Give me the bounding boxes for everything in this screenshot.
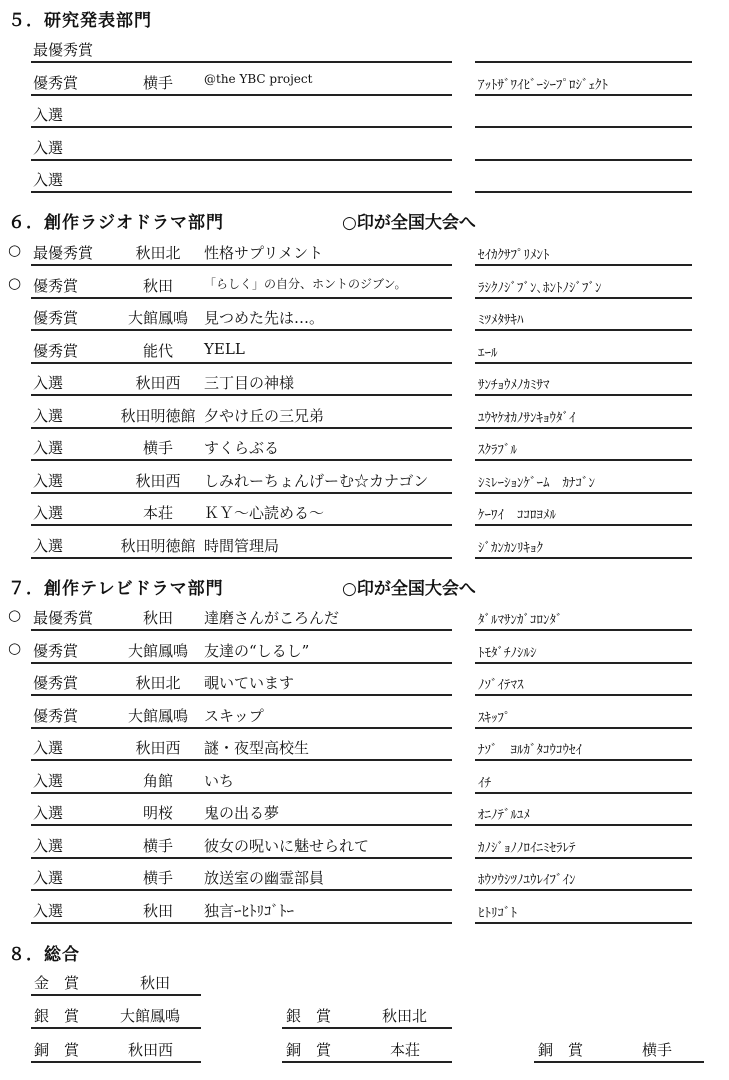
title-cell: スキップ <box>204 706 264 725</box>
award-mark-icon: ○ <box>8 241 22 259</box>
table-row <box>0 97 729 129</box>
kana-cell: ﾋﾄﾘｺﾞﾄ <box>478 905 517 921</box>
table-row <box>0 268 729 300</box>
school-cell: 秋田西 <box>135 739 181 757</box>
kana-cell: ｱｯﾄｻﾞﾜｲﾋﾞｰｼｰﾌﾟﾛｼﾞｪｸﾄ <box>478 77 608 93</box>
title-cell: 性格サプリメント <box>204 244 324 262</box>
bronze-2-label: 銅 賞 <box>286 1041 332 1059</box>
table-row <box>0 130 729 162</box>
row-underline-left <box>31 629 452 631</box>
table-row <box>0 665 729 697</box>
row-underline-right <box>475 557 692 559</box>
award-cell: 入選 <box>33 406 64 425</box>
row-underline-right <box>475 889 692 891</box>
award-cell: 入選 <box>33 171 64 189</box>
school-cell: 角館 <box>142 771 173 790</box>
row-underline-left <box>31 824 452 826</box>
row-underline-right <box>475 694 692 696</box>
table-row <box>0 300 729 332</box>
school-cell: 横手 <box>142 869 173 887</box>
kana-cell: ﾅｿﾞ ﾖﾙｶﾞﾀｺｳｺｳｾｲ <box>478 743 583 758</box>
table-row <box>0 893 729 925</box>
row-underline-right <box>475 922 692 924</box>
title-cell: 放送室の幽霊部員 <box>204 869 325 887</box>
school-cell: 秋田 <box>142 901 173 920</box>
table-row <box>0 398 729 430</box>
kana-cell: ｹｰﾜｲ ｺｺﾛﾖﾒﾙ <box>478 508 557 523</box>
gold-label: 金 賞 <box>34 974 80 992</box>
title-cell: いち <box>204 771 235 790</box>
kana-cell: ｻﾝﾁｮｳﾒﾉｶﾐｻﾏ <box>478 378 550 393</box>
award-cell: 優秀賞 <box>33 276 79 295</box>
row-underline-left <box>31 662 452 664</box>
row-underline-left <box>31 922 452 924</box>
bronze-2-underline <box>282 1061 452 1063</box>
kana-cell: ﾀﾞﾙﾏｻﾝｶﾞｺﾛﾝﾀﾞ <box>478 613 563 628</box>
bronze-3-label: 銅 賞 <box>538 1041 584 1059</box>
table-row <box>0 495 729 527</box>
silver-2-label: 銀 賞 <box>286 1007 332 1025</box>
title-cell: YELL <box>204 339 245 358</box>
title-cell: 独言ｰﾋﾄﾘｺﾞﾄｰ <box>204 901 295 920</box>
award-cell: 入選 <box>33 804 64 822</box>
table-row <box>0 365 729 397</box>
row-underline-right <box>475 629 692 631</box>
table-row <box>0 860 729 892</box>
row-underline-left <box>31 694 452 696</box>
row-underline-left <box>31 492 452 494</box>
row-underline-right <box>475 264 692 266</box>
row-underline-right <box>475 524 692 526</box>
kana-cell: ﾎｳｿｳｼﾂﾉﾕｳﾚｲﾌﾞｲﾝ <box>478 873 576 888</box>
gold-school: 秋田 <box>140 974 171 992</box>
award-cell: 入選 <box>33 901 64 920</box>
school-cell: 明桜 <box>142 804 173 822</box>
row-underline-left <box>31 329 452 331</box>
kana-cell: ﾐﾂﾒﾀｻｷﾊ <box>478 313 524 328</box>
row-underline-right <box>475 126 692 128</box>
award-cell: 入選 <box>33 138 64 157</box>
gold-underline <box>31 994 201 996</box>
title-cell: すくらぶる <box>204 439 280 457</box>
title-cell: 彼女の呪いに魅せられて <box>204 836 370 855</box>
title-cell: 三丁目の神様 <box>204 374 295 392</box>
row-underline-left <box>31 191 452 193</box>
kana-cell: ｽｷｯﾌﾟ <box>478 710 511 726</box>
bronze-1-school: 秋田西 <box>128 1041 174 1059</box>
award-cell: 優秀賞 <box>33 309 79 327</box>
row-underline-right <box>475 727 692 729</box>
table-row <box>0 698 729 730</box>
award-cell: 最優秀賞 <box>33 41 94 59</box>
row-underline-right <box>475 492 692 494</box>
table-row <box>0 235 729 267</box>
kana-cell: ｴｰﾙ <box>478 345 498 361</box>
award-cell: 最優秀賞 <box>33 244 94 262</box>
award-cell: 入選 <box>33 504 64 522</box>
school-cell: 横手 <box>142 73 173 92</box>
award-cell: 入選 <box>33 771 64 790</box>
title-cell: 鬼の出る夢 <box>204 804 280 822</box>
table-row <box>0 528 729 560</box>
bronze-3-underline <box>534 1061 704 1063</box>
school-cell: 大館鳳鳴 <box>127 706 188 725</box>
bronze-3-school: 横手 <box>642 1041 673 1059</box>
title-cell: 覗いています <box>204 674 295 692</box>
row-underline-left <box>31 459 452 461</box>
award-cell: 優秀賞 <box>33 73 79 92</box>
row-underline-right <box>475 362 692 364</box>
kana-cell: ｼﾞｶﾝｶﾝﾘｷｮｸ <box>478 540 543 556</box>
award-cell: 優秀賞 <box>33 674 79 692</box>
table-row <box>0 795 729 827</box>
title-cell: しみれーちょんげーむ☆カナゴン <box>204 471 429 490</box>
kana-cell: ｵﾆﾉﾃﾞﾙﾕﾒ <box>478 808 530 823</box>
award-cell: 入選 <box>33 739 64 757</box>
row-underline-left <box>31 792 452 794</box>
row-underline-right <box>475 459 692 461</box>
section-5-title: ５．研究発表部門 <box>8 11 152 31</box>
row-underline-left <box>31 889 452 891</box>
title-cell: 夕やけ丘の三兄弟 <box>204 406 325 425</box>
row-underline-right <box>475 94 692 96</box>
award-cell: 入選 <box>33 471 64 490</box>
award-cell: 入選 <box>33 536 64 555</box>
award-cell: 入選 <box>33 374 64 392</box>
school-cell: 横手 <box>142 439 173 457</box>
school-cell: 秋田北 <box>135 244 181 262</box>
bronze-1-underline <box>31 1061 201 1063</box>
silver-2-underline <box>282 1027 452 1029</box>
school-cell: 秋田明徳館 <box>120 536 196 555</box>
title-cell: ＫＹ～心読める～ <box>204 504 325 522</box>
kana-cell: ｲﾁ <box>478 775 491 791</box>
title-cell: 謎・夜型高校生 <box>204 739 310 757</box>
row-underline-left <box>31 857 452 859</box>
award-mark-icon: ○ <box>8 638 22 657</box>
title-cell: @the YBC project <box>204 71 313 86</box>
section-7-note: ○印が全国大会へ <box>342 579 476 599</box>
title-cell: 見つめた先は…。 <box>204 309 325 327</box>
silver-1-label: 銀 賞 <box>34 1007 80 1025</box>
row-underline-right <box>475 61 692 63</box>
table-row <box>0 730 729 762</box>
section-8-title: ８．総合 <box>8 945 80 965</box>
row-underline-right <box>475 329 692 331</box>
school-cell: 秋田 <box>142 276 173 295</box>
row-underline-left <box>31 759 452 761</box>
kana-cell: ﾄﾓﾀﾞﾁﾉｼﾙｼ <box>478 645 537 661</box>
award-cell: 入選 <box>33 106 64 124</box>
table-row <box>0 463 729 495</box>
award-cell: 最優秀賞 <box>33 609 94 627</box>
row-underline-right <box>475 824 692 826</box>
row-underline-right <box>475 159 692 161</box>
school-cell: 秋田西 <box>135 471 181 490</box>
row-underline-right <box>475 759 692 761</box>
award-cell: 優秀賞 <box>33 706 79 725</box>
table-row <box>0 430 729 462</box>
award-cell: 入選 <box>33 836 64 855</box>
table-row <box>0 763 729 795</box>
row-underline-left <box>31 61 452 63</box>
title-cell: 達磨さんがころんだ <box>204 609 340 627</box>
section-7-title: ７．創作テレビドラマ部門 <box>8 579 224 599</box>
table-row <box>0 633 729 665</box>
title-cell: 「らしく」の自分、ホントのジブン。 <box>204 276 407 291</box>
row-underline-left <box>31 264 452 266</box>
row-underline-right <box>475 792 692 794</box>
row-underline-left <box>31 524 452 526</box>
award-cell: 優秀賞 <box>33 341 79 360</box>
row-underline-left <box>31 159 452 161</box>
silver-1-underline <box>31 1027 201 1029</box>
row-underline-right <box>475 394 692 396</box>
row-underline-right <box>475 297 692 299</box>
table-row <box>0 333 729 365</box>
row-underline-left <box>31 362 452 364</box>
row-underline-right <box>475 662 692 664</box>
award-mark-icon: ○ <box>8 273 22 292</box>
row-underline-left <box>31 297 452 299</box>
row-underline-left <box>31 557 452 559</box>
school-cell: 横手 <box>142 836 173 855</box>
school-cell: 秋田明徳館 <box>120 406 196 425</box>
school-cell: 秋田 <box>142 609 173 627</box>
title-cell: 時間管理局 <box>204 536 280 555</box>
table-row <box>0 600 729 632</box>
title-cell: 友達の“しるし” <box>204 641 310 660</box>
school-cell: 本荘 <box>142 504 173 522</box>
school-cell: 能代 <box>142 341 173 360</box>
section-6-title: ６．創作ラジオドラマ部門 <box>8 213 224 233</box>
table-row <box>0 162 729 194</box>
award-cell: 優秀賞 <box>33 641 79 660</box>
row-underline-left <box>31 427 452 429</box>
kana-cell: ｾｲｶｸｻﾌﾟﾘﾒﾝﾄ <box>478 248 550 263</box>
table-row <box>0 32 729 64</box>
row-underline-right <box>475 427 692 429</box>
kana-cell: ﾕｳﾔｹｵｶﾉｻﾝｷｮｳﾀﾞｲ <box>478 410 576 426</box>
row-underline-right <box>475 857 692 859</box>
silver-2-school: 秋田北 <box>382 1007 428 1025</box>
award-cell: 入選 <box>33 439 64 457</box>
kana-cell: ﾗｼｸﾉｼﾞﾌﾞﾝ､ﾎﾝﾄﾉｼﾞﾌﾞﾝ <box>478 280 602 296</box>
school-cell: 秋田西 <box>135 374 181 392</box>
table-row <box>0 828 729 860</box>
kana-cell: ﾉｿﾞｲﾃﾏｽ <box>478 678 524 693</box>
row-underline-left <box>31 727 452 729</box>
kana-cell: ｶﾉｼﾞｮﾉﾉﾛｲﾆﾐｾﾗﾚﾃ <box>478 840 576 856</box>
award-mark-icon: ○ <box>8 606 22 624</box>
row-underline-right <box>475 191 692 193</box>
kana-cell: ｼﾐﾚｰｼｮﾝｹﾞｰﾑ ｶﾅｺﾞﾝ <box>478 475 596 491</box>
school-cell: 大館鳳鳴 <box>127 641 188 660</box>
school-cell: 秋田北 <box>135 674 181 692</box>
bronze-1-label: 銅 賞 <box>34 1041 80 1059</box>
school-cell: 大館鳳鳴 <box>127 309 188 327</box>
row-underline-left <box>31 394 452 396</box>
row-underline-left <box>31 126 452 128</box>
silver-1-school: 大館鳳鳴 <box>120 1007 181 1025</box>
kana-cell: ｽｸﾗﾌﾞﾙ <box>478 443 517 458</box>
section-6-note: ○印が全国大会へ <box>342 213 476 233</box>
row-underline-left <box>31 94 452 96</box>
award-cell: 入選 <box>33 869 64 887</box>
table-row <box>0 65 729 97</box>
bronze-2-school: 本荘 <box>390 1041 421 1059</box>
